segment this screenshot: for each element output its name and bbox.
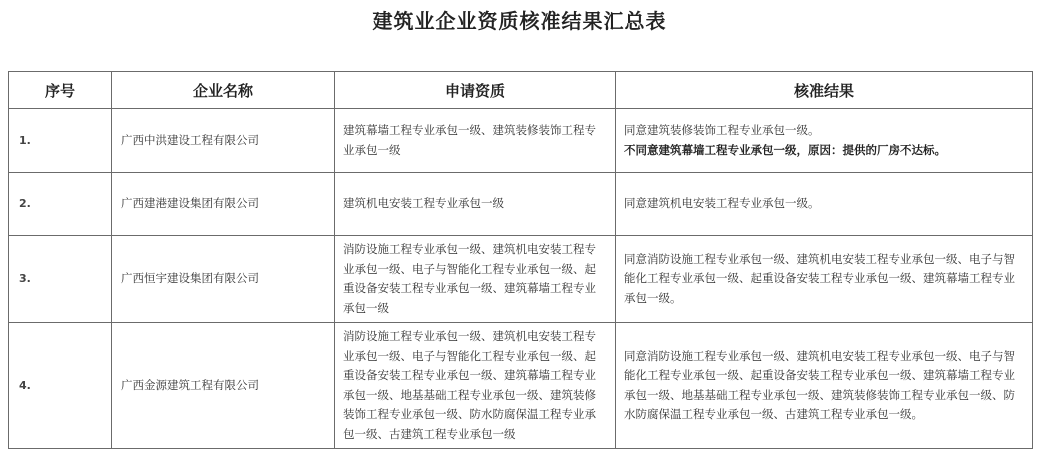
header-apply: 申请资质 [335,72,616,109]
row-seq: 2. [9,173,112,236]
header-seq: 序号 [9,72,112,109]
page-title: 建筑业企业资质核准结果汇总表 [372,9,667,33]
results-table [8,71,1033,449]
row-result [616,109,1033,173]
row-result: 同意建筑机电安装工程专业承包一级。 [616,173,1033,236]
row-apply: 消防设施工程专业承包一级、建筑机电安装工程专业承包一级、电子与智能化工程专业承包一级、起重设备安装工程专业承包一级、建筑幕墙工程专业承包一级、地基基础工程专业承包一级、建筑装修装饰工程专业承包一级、防水防腐保温工程专业承包一级、古建筑工程专业承包一级 [335,323,616,449]
header-result: 核准结果 [616,72,1033,109]
table-header-row [9,72,1033,109]
result-approved: 同意建筑装修装饰工程专业承包一级。 [624,123,820,137]
table-row [9,323,1033,449]
table-row [9,173,1033,236]
row-apply: 建筑幕墙工程专业承包一级、建筑装修装饰工程专业承包一级 [335,109,616,173]
row-company: 广西建港建设集团有限公司 [112,173,335,236]
header-company: 企业名称 [112,72,335,109]
row-company: 广西恒宇建设集团有限公司 [112,236,335,323]
row-apply: 消防设施工程专业承包一级、建筑机电安装工程专业承包一级、电子与智能化工程专业承包一级、起重设备安装工程专业承包一级、建筑幕墙工程专业承包一级 [335,236,616,323]
table-row [9,109,1033,173]
row-company: 广西中洪建设工程有限公司 [112,109,335,173]
row-seq: 1. [9,109,112,173]
result-rejected-note: 不同意建筑幕墙工程专业承包一级，原因：提供的厂房不达标。 [624,142,946,157]
row-result: 同意消防设施工程专业承包一级、建筑机电安装工程专业承包一级、电子与智能化工程专业承包一级、起重设备安装工程专业承包一级、建筑幕墙工程专业承包一级。 [616,236,1033,323]
row-apply: 建筑机电安装工程专业承包一级 [335,173,616,236]
table-row [9,236,1033,323]
row-result: 同意消防设施工程专业承包一级、建筑机电安装工程专业承包一级、电子与智能化工程专业承包一级、起重设备安装工程专业承包一级、建筑幕墙工程专业承包一级、地基基础工程专业承包一级、建筑装修装饰工程专业承包一级、防水防腐保温工程专业承包一级、古建筑工程专业承包一级。 [616,323,1033,449]
row-seq: 4. [9,323,112,449]
row-seq: 3. [9,236,112,323]
row-company: 广西金源建筑工程有限公司 [112,323,335,449]
